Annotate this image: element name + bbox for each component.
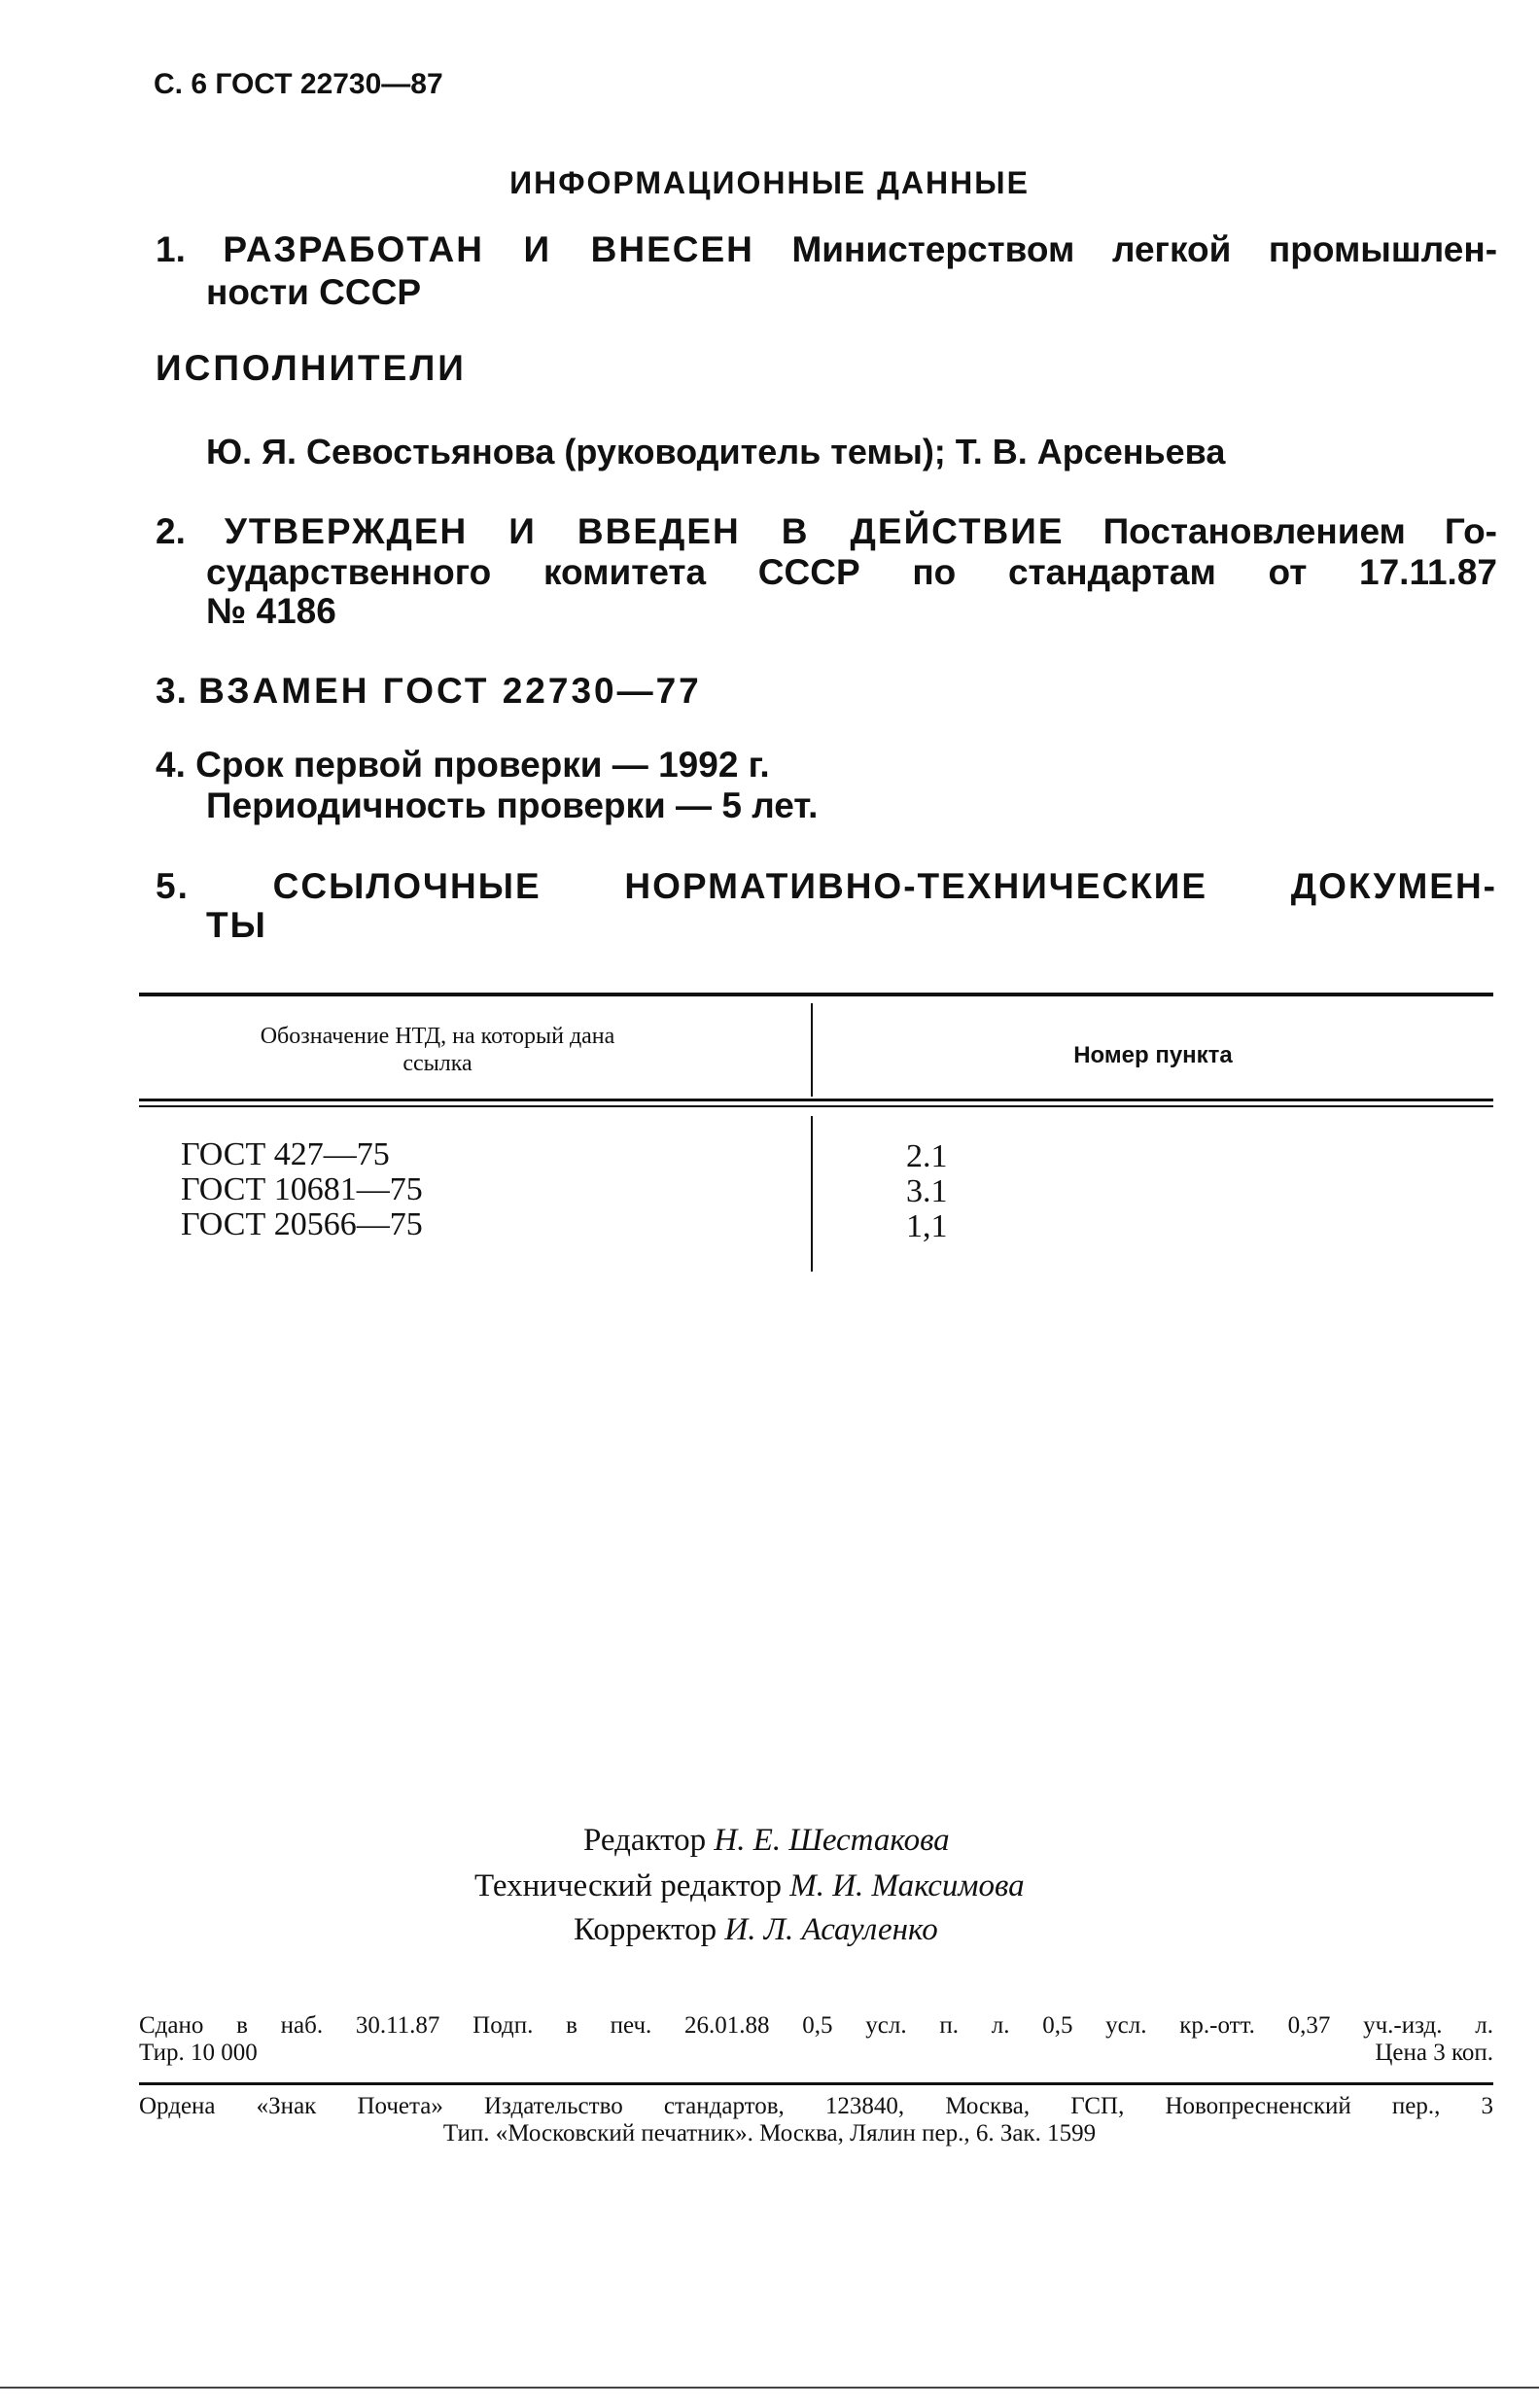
item-number: 5.: [156, 866, 190, 906]
table-cell-doc: ГОСТ 10681—75: [181, 1171, 423, 1207]
item-caps: РАЗРАБОТАН И ВНЕСЕН: [223, 229, 754, 269]
item-text-cont: ности СССР: [206, 272, 422, 312]
item-text: Министерством легкой промышлен-: [791, 229, 1498, 269]
imprint-line: Сдано в наб. 30.11.87 Подп. в печ. 26.01.88 0,5 усл. п. л. 0,5 усл. кр.-отт. 0,37 уч.-изд. л.: [139, 2012, 1493, 2039]
section-title: ИНФОРМАЦИОННЫЕ ДАННЫЕ: [509, 165, 1030, 200]
executors-heading: ИСПОЛНИТЕЛИ: [156, 348, 467, 388]
item-number: 4.: [156, 745, 186, 785]
table-top-rule: [139, 993, 1493, 996]
item-text-cont: ТЫ: [206, 905, 267, 945]
table-header-clause: Номер пункта: [1073, 1042, 1233, 1068]
item-3: [156, 671, 702, 712]
item-text: Срок первой проверки — 1992 г.: [195, 745, 770, 785]
credit-role: Корректор: [574, 1912, 717, 1947]
item-4: [156, 745, 818, 826]
item-text-cont: сударственного комитета СССР по стандартам от 17.11.87: [206, 552, 1497, 592]
credit-proofreader: [574, 1912, 938, 1948]
table-column-divider: [811, 1116, 813, 1272]
item-text: ССЫЛОЧНЫЕ НОРМАТИВНО-ТЕХНИЧЕСКИЕ ДОКУМЕН-: [272, 866, 1498, 906]
table-cell-clause: 3.1: [906, 1173, 948, 1209]
item-caps: УТВЕРЖДЕН И ВВЕДЕН В ДЕЙСТВИЕ: [224, 511, 1065, 551]
imprint-circulation: Тир. 10 000: [139, 2040, 258, 2066]
table-col-documents: [181, 1137, 423, 1242]
credit-editor: [583, 1823, 950, 1859]
table-cell-clause: 2.1: [906, 1138, 948, 1174]
table-header-rule-2: [139, 1105, 1493, 1107]
item-5: [156, 867, 1497, 945]
item-1: [156, 229, 1497, 313]
imprint-price: Цена 3 коп.: [1375, 2040, 1493, 2066]
table-col-clauses: [906, 1139, 948, 1244]
item-number: 3.: [156, 671, 188, 711]
item-text-cont: № 4186: [206, 591, 336, 631]
item-number: 1.: [156, 229, 186, 269]
credit-name: М. И. Максимова: [789, 1868, 1025, 1903]
table-header-rule: [139, 1099, 1493, 1101]
item-text-cont: Периодичность проверки — 5 лет.: [206, 785, 819, 825]
item-2: [156, 511, 1497, 629]
credit-tech-editor: [474, 1868, 1025, 1904]
header-text: ссылка: [402, 1051, 472, 1076]
table-cell-clause: 1,1: [906, 1208, 948, 1244]
page-header: С. 6 ГОСТ 22730—87: [154, 68, 443, 100]
credit-role: Технический редактор: [474, 1868, 782, 1903]
item-number: 2.: [156, 511, 186, 551]
table-cell-doc: ГОСТ 20566—75: [181, 1206, 423, 1242]
imprint-publisher: Ордена «Знак Почета» Издательство стандартов, 123840, Москва, ГСП, Новопресненский пер., 3: [139, 2093, 1493, 2119]
item-text: Постановлением Го-: [1102, 511, 1497, 551]
imprint-rule: [139, 2082, 1493, 2085]
credit-role: Редактор: [583, 1823, 707, 1858]
table-header-document: [156, 1023, 719, 1077]
table-cell-doc: ГОСТ 427—75: [181, 1136, 390, 1172]
credit-name: Н. Е. Шестакова: [714, 1823, 950, 1858]
credit-name: И. Л. Асауленко: [724, 1912, 938, 1947]
executors: Ю. Я. Севостьянова (руководитель темы); Т. В. Арсеньева: [206, 432, 1226, 471]
page-bottom-edge: [0, 2387, 1539, 2389]
imprint-printer: Тип. «Московский печатник». Москва, Лялин пер., 6. Зак. 1599: [442, 2120, 1097, 2146]
header-text: Обозначение НТД, на который дана: [260, 1024, 615, 1049]
item-text: ВЗАМЕН ГОСТ 22730—77: [198, 671, 702, 711]
